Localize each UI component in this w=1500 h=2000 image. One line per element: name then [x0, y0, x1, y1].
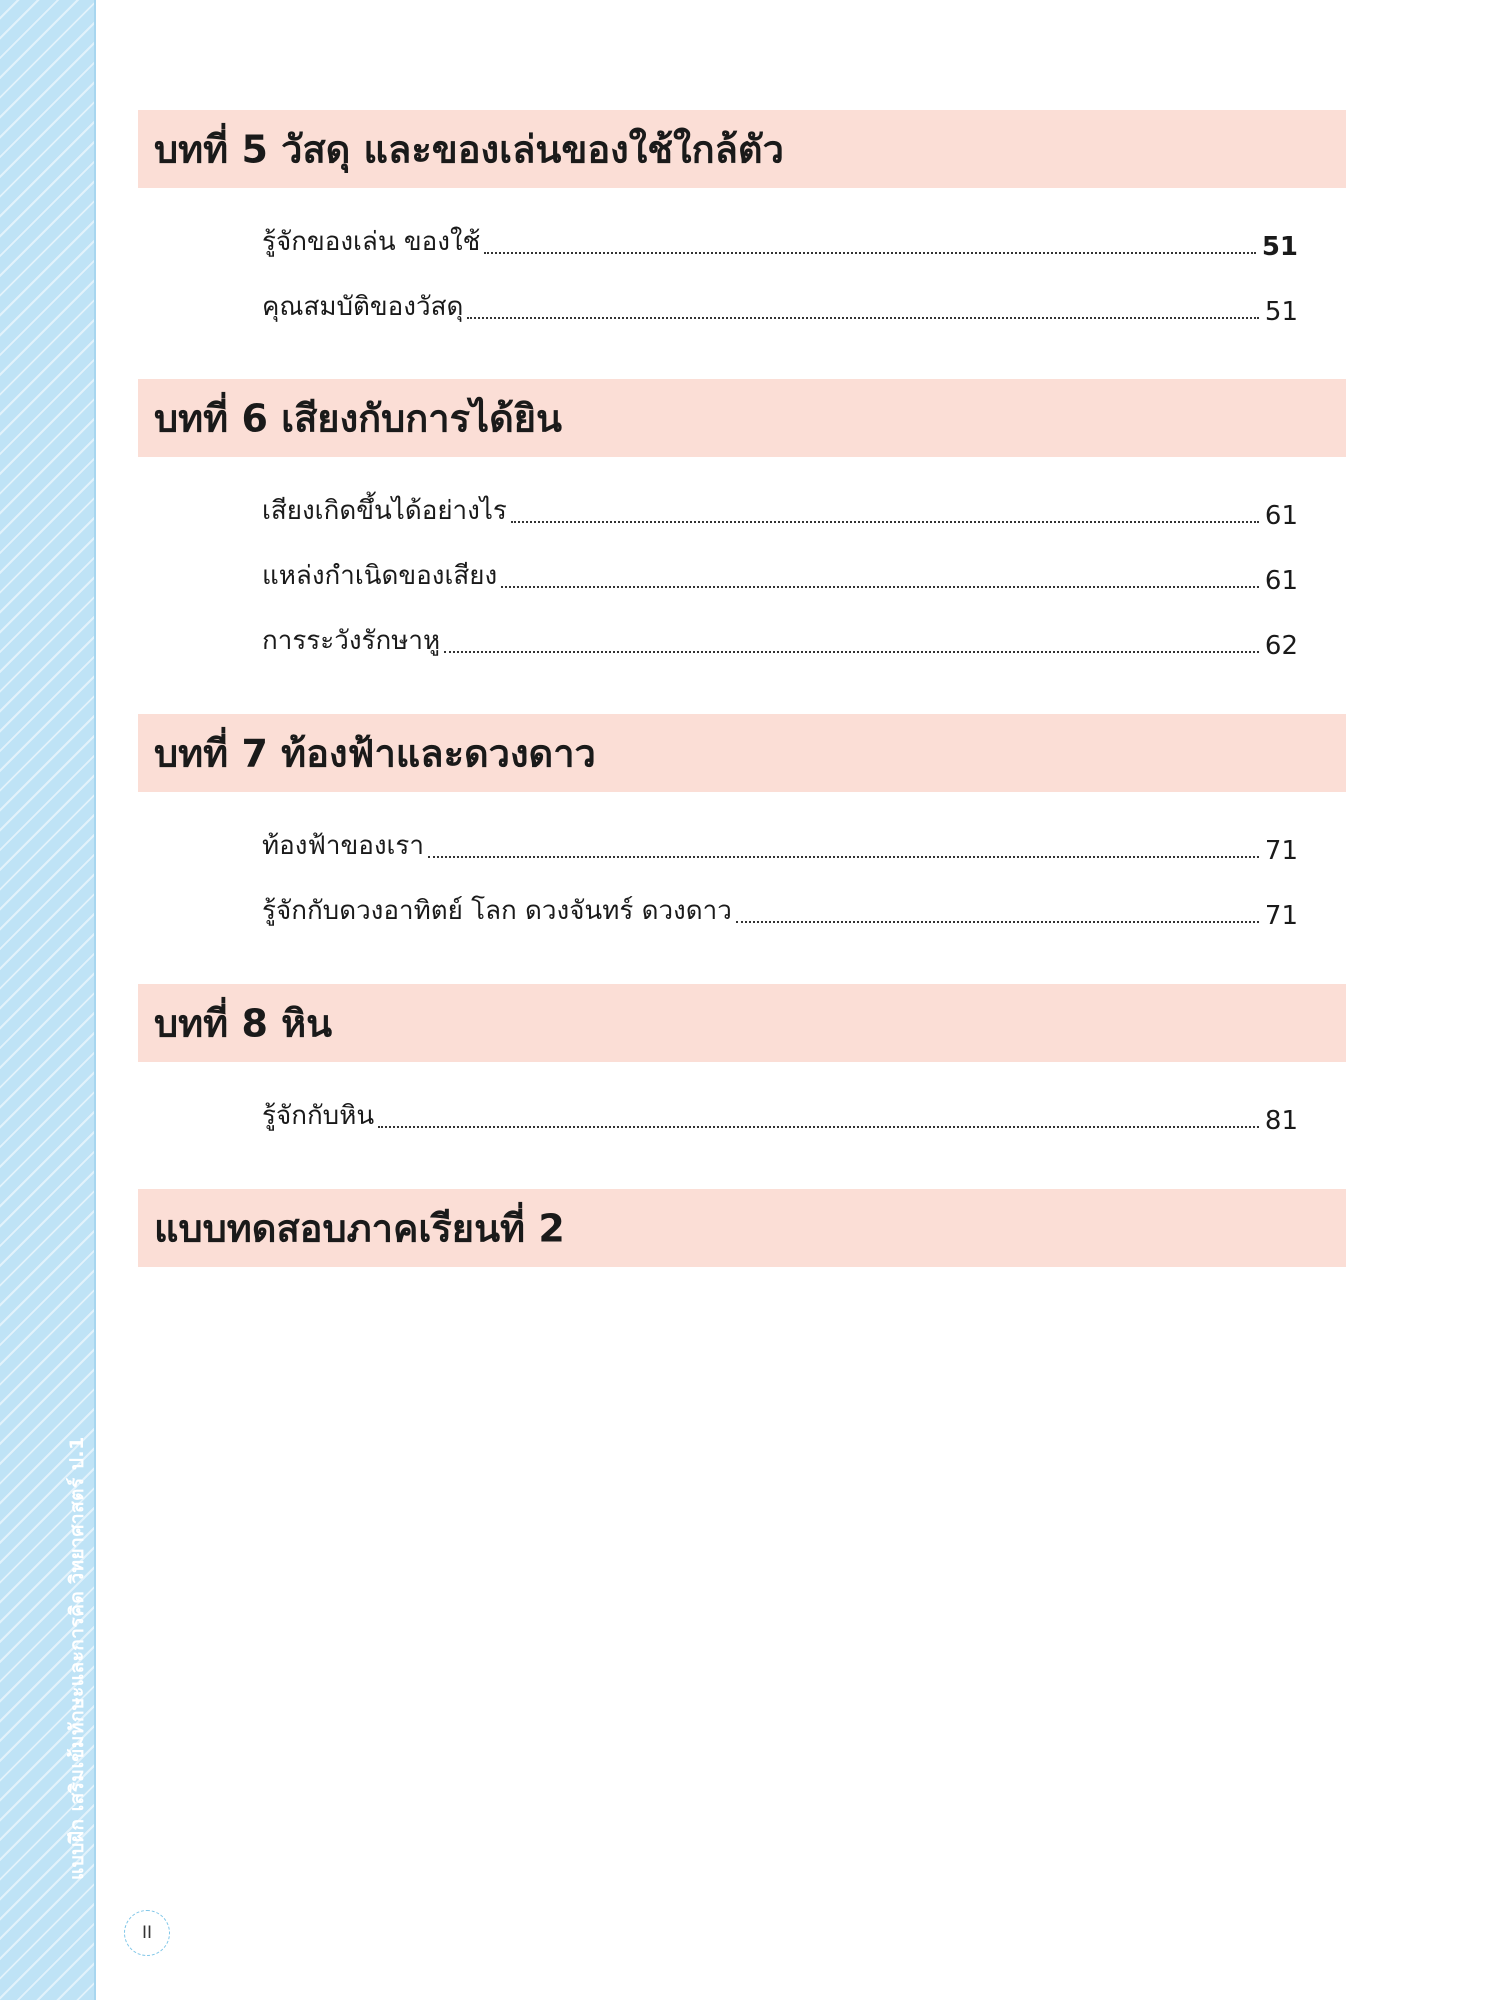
- chapter-header-7: [138, 714, 1346, 792]
- toc-entry-label: รู้จักกับดวงอาทิตย์ โลก ดวงจันทร์ ดวงดาว: [262, 896, 732, 926]
- toc-entry-page: 71: [1264, 836, 1298, 866]
- toc-entry-page: 61: [1264, 501, 1298, 531]
- toc-entry[interactable]: [262, 491, 1298, 531]
- toc-entry[interactable]: [262, 556, 1298, 596]
- dot-leader: [736, 921, 1259, 923]
- dot-leader: [484, 252, 1256, 254]
- chapter-header-5: [138, 110, 1346, 188]
- toc-entry-page: 51: [1261, 232, 1298, 262]
- dot-leader: [444, 651, 1259, 653]
- toc-entry-page: 71: [1264, 901, 1298, 931]
- toc-entry-label: เสียงเกิดขึ้นได้อย่างไร: [262, 496, 507, 526]
- toc-entry-page: 81: [1264, 1106, 1298, 1136]
- chapter-title: บทที่ 6 เสียงกับการได้ยิน: [154, 396, 563, 441]
- toc-entry-page: 61: [1264, 566, 1298, 596]
- toc-entry-label: การระวังรักษาหู: [262, 626, 441, 656]
- chapter-header-6: [138, 379, 1346, 457]
- dot-leader: [501, 586, 1259, 588]
- dot-leader: [467, 317, 1259, 319]
- dot-leader: [428, 856, 1259, 858]
- toc-entry-page: 51: [1264, 297, 1298, 327]
- toc-entry-label: แหล่งกำเนิดของเสียง: [262, 561, 498, 591]
- chapter-title: บทที่ 5 วัสดุ และของเล่นของใช้ใกล้ตัว: [154, 127, 784, 172]
- dot-leader: [511, 521, 1259, 523]
- toc-entry-page: 62: [1264, 631, 1298, 661]
- chapter-title: บทที่ 8 หิน: [154, 1001, 333, 1046]
- page-number: II: [124, 1910, 170, 1956]
- toc-entry[interactable]: [262, 222, 1298, 262]
- chapter-header-test: [138, 1189, 1346, 1267]
- toc-entry[interactable]: [262, 826, 1298, 866]
- toc-entry-label: รู้จักกับหิน: [262, 1101, 375, 1131]
- toc-entry[interactable]: [262, 1096, 1298, 1136]
- side-decorative-strip: [0, 0, 96, 2000]
- chapter-title: บทที่ 7 ท้องฟ้าและดวงดาว: [154, 731, 596, 776]
- book-series-title: แบบฝึก เสริมเข้มทักษะและการคิด วิทยาศาสตร์ ป.1: [66, 1436, 88, 1880]
- toc-entry[interactable]: [262, 891, 1298, 931]
- toc-entry-label: คุณสมบัติของวัสดุ: [262, 292, 464, 322]
- toc-entry-label: ท้องฟ้าของเรา: [262, 831, 424, 861]
- toc-entry[interactable]: [262, 621, 1298, 661]
- chapter-header-8: [138, 984, 1346, 1062]
- dot-leader: [378, 1126, 1259, 1128]
- chapter-title: แบบทดสอบภาคเรียนที่ 2: [154, 1206, 565, 1251]
- toc-entry[interactable]: [262, 287, 1298, 327]
- toc-entry-label: รู้จักของเล่น ของใช้: [262, 227, 481, 257]
